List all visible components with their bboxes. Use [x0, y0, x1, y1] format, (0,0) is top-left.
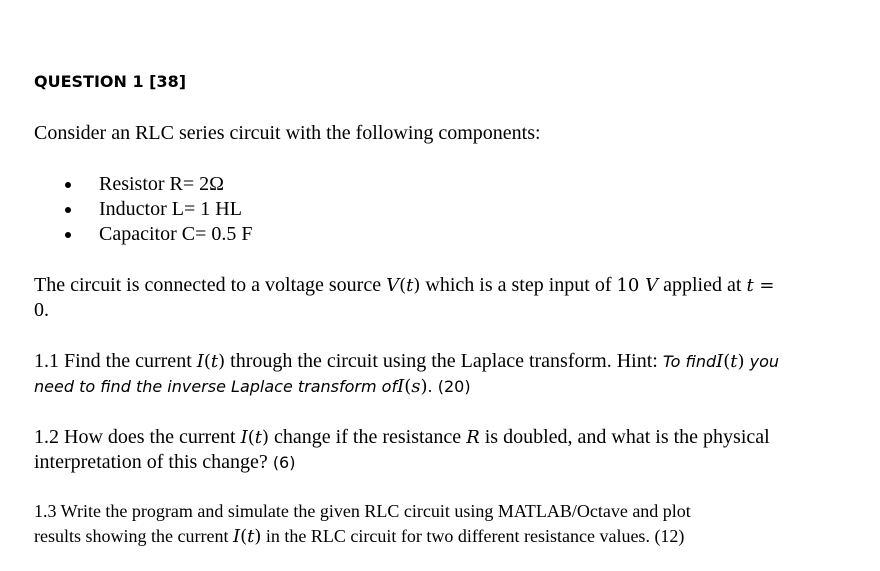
question-heading: QUESTION 1 [38] — [34, 72, 187, 91]
text-run: interpretation of this change? — [34, 451, 273, 473]
marks-text: . (20) — [427, 377, 471, 396]
component-capacitor: Capacitor C= 0.5 F — [99, 223, 253, 245]
source-description — [34, 273, 854, 323]
math-symbol: t — [247, 526, 255, 547]
math-symbol: R — [466, 427, 480, 448]
component-resistor: Resistor R= 2Ω — [99, 173, 225, 195]
math-symbol: t — [406, 275, 414, 296]
marks-text: (6) — [272, 453, 296, 472]
bullet-icon — [65, 182, 71, 188]
text-run: results showing the current — [34, 526, 233, 546]
component-inductor: Inductor L= 1 HL — [99, 198, 242, 220]
math-symbol: = — [753, 275, 775, 296]
hint-text: need to find the inverse Laplace transform of — [34, 377, 398, 396]
math-symbol: 10 — [616, 275, 646, 296]
math-symbol: V — [386, 275, 400, 296]
text-run: through the circuit using the Laplace transform. Hint: — [225, 350, 663, 372]
part-1-1-line-1 — [34, 349, 854, 374]
math-symbol: t — [254, 427, 263, 448]
part-1-1 — [34, 349, 854, 399]
math-symbol: (t) — [240, 526, 262, 547]
math-symbol: t — [210, 351, 219, 372]
math-symbol: (t) — [399, 275, 421, 296]
text-run: The circuit is connected to a voltage source — [34, 274, 387, 296]
hint-text: To find — [662, 352, 717, 371]
part-1-3-line-2 — [34, 524, 854, 549]
math-symbol: I — [397, 376, 405, 397]
text-run: 1.2 How does the current — [34, 426, 241, 448]
math-symbol: (t) — [723, 351, 745, 372]
text-run: in the RLC circuit for two different resistance values. (12) — [261, 526, 685, 546]
part-1-1-line-2 — [34, 374, 854, 399]
math-symbol: (t) — [203, 351, 226, 372]
math-symbol: I — [716, 351, 724, 372]
math-symbol: s — [411, 376, 421, 397]
bullet-icon — [65, 207, 71, 213]
bullet-icon — [65, 232, 71, 238]
math-symbol: (t) — [247, 427, 270, 448]
math-symbol: t — [746, 275, 754, 296]
text-run: change if the resistance — [269, 426, 467, 448]
math-symbol: I — [240, 427, 248, 448]
part-1-2 — [34, 425, 854, 475]
part-1-3 — [34, 499, 854, 549]
text-run: applied at — [658, 274, 747, 296]
math-symbol: t — [730, 351, 738, 372]
text-run: is doubled, and what is the physical — [479, 426, 770, 448]
math-symbol: I — [196, 351, 204, 372]
source-line-1 — [34, 273, 854, 298]
text-run: 1.1 Find the current — [34, 350, 197, 372]
math-symbol: V — [645, 275, 659, 296]
source-line-2: 0. — [34, 299, 49, 321]
math-symbol: (s) — [404, 376, 428, 397]
part-1-2-line-2 — [34, 450, 854, 475]
part-1-3-line-1: 1.3 Write the program and simulate the given RLC circuit using MATLAB/Octave and plot — [34, 501, 691, 521]
part-1-2-line-1 — [34, 425, 854, 450]
hint-text: you — [744, 352, 780, 371]
math-symbol: I — [232, 526, 241, 547]
intro-text: Consider an RLC series circuit with the following components: — [34, 122, 541, 144]
text-run: which is a step input of — [420, 274, 617, 296]
